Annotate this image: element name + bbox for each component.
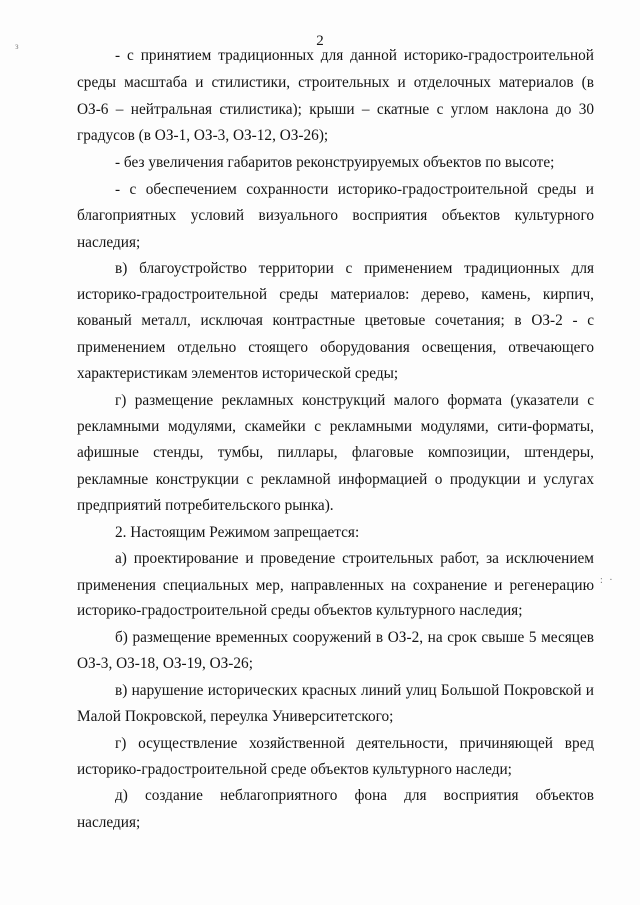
text-line: - с принятием традиционных для данной историко-градостроительной xyxy=(115,47,594,64)
text-line: а) проектирование и проведение строительных работ, за исключением xyxy=(115,550,594,567)
text-line: применения специальных мер, направленных на сохранение и регенерацию xyxy=(77,577,594,594)
text-line: б) размещение временных сооружений в ОЗ-2, на срок свыше 5 месяцев xyxy=(115,629,594,646)
text-line: в) нарушение исторических красных линий улиц Большой Покровской и xyxy=(115,682,594,699)
text-line: д) создание неблагоприятного фона для восприятия объектов xyxy=(115,787,594,804)
page-number: 2 xyxy=(316,33,324,49)
text-line: историко-градостроительной среды объектов культурного наследия; xyxy=(77,602,523,619)
text-line: - с обеспечением сохранности историко-градостроительной среды и xyxy=(115,181,594,198)
text-line: г) осуществление хозяйственной деятельности, причиняющей вред xyxy=(115,735,594,752)
text-line: ОЗ-3, ОЗ-18, ОЗ-19, ОЗ-26; xyxy=(77,655,253,672)
text-line: в) благоустройство территории с применением традиционных для xyxy=(115,260,594,277)
text-line: предприятий потребительского рынка). xyxy=(77,497,334,514)
text-line: применением отдельно стоящего оборудования освещения, отвечающего xyxy=(77,339,594,356)
text-line: наследия; xyxy=(77,814,141,831)
text-line: Малой Покровской, переулка Университетского; xyxy=(77,708,394,725)
scan-specks: : · xyxy=(600,575,615,586)
text-line: характеристикам элементов исторической среды; xyxy=(77,365,399,382)
text-line: кованый металл, исключая контрастные цветовые сочетания; в ОЗ-2 - с xyxy=(77,312,594,329)
text-line: - без увеличения габаритов реконструируемых объектов по высоте; xyxy=(115,154,555,171)
text-line: ОЗ-6 – нейтральная стилистика); крыши – скатные с углом наклона до 30 xyxy=(77,101,594,118)
text-line: среды масштаба и стилистики, строительных и отделочных материалов (в xyxy=(77,74,594,91)
text-line: наследия; xyxy=(77,234,141,251)
text-line: афишные стенды, тумбы, пиллары, флаговые композиции, штендеры, xyxy=(77,444,594,461)
margin-mark: з xyxy=(15,41,19,51)
text-line: рекламными модулями, скамейки с рекламными модулями, сити-форматы, xyxy=(77,418,594,435)
text-line: 2. Настоящим Режимом запрещается: xyxy=(115,524,360,541)
text-line: градусов (в ОЗ-1, ОЗ-3, ОЗ-12, ОЗ-26); xyxy=(77,127,329,144)
text-line: благоприятных условий визуального восприятия объектов культурного xyxy=(77,207,594,224)
text-line: историко-градостроительной среды материалов: дерево, камень, кирпич, xyxy=(77,286,594,303)
text-line: г) размещение рекламных конструкций малого формата (указатели с xyxy=(115,392,594,409)
text-line: рекламные конструкции с рекламной информацией о продукции и услугах xyxy=(77,471,594,488)
text-line: историко-градостроительной среде объектов культурного наследи; xyxy=(77,761,512,778)
